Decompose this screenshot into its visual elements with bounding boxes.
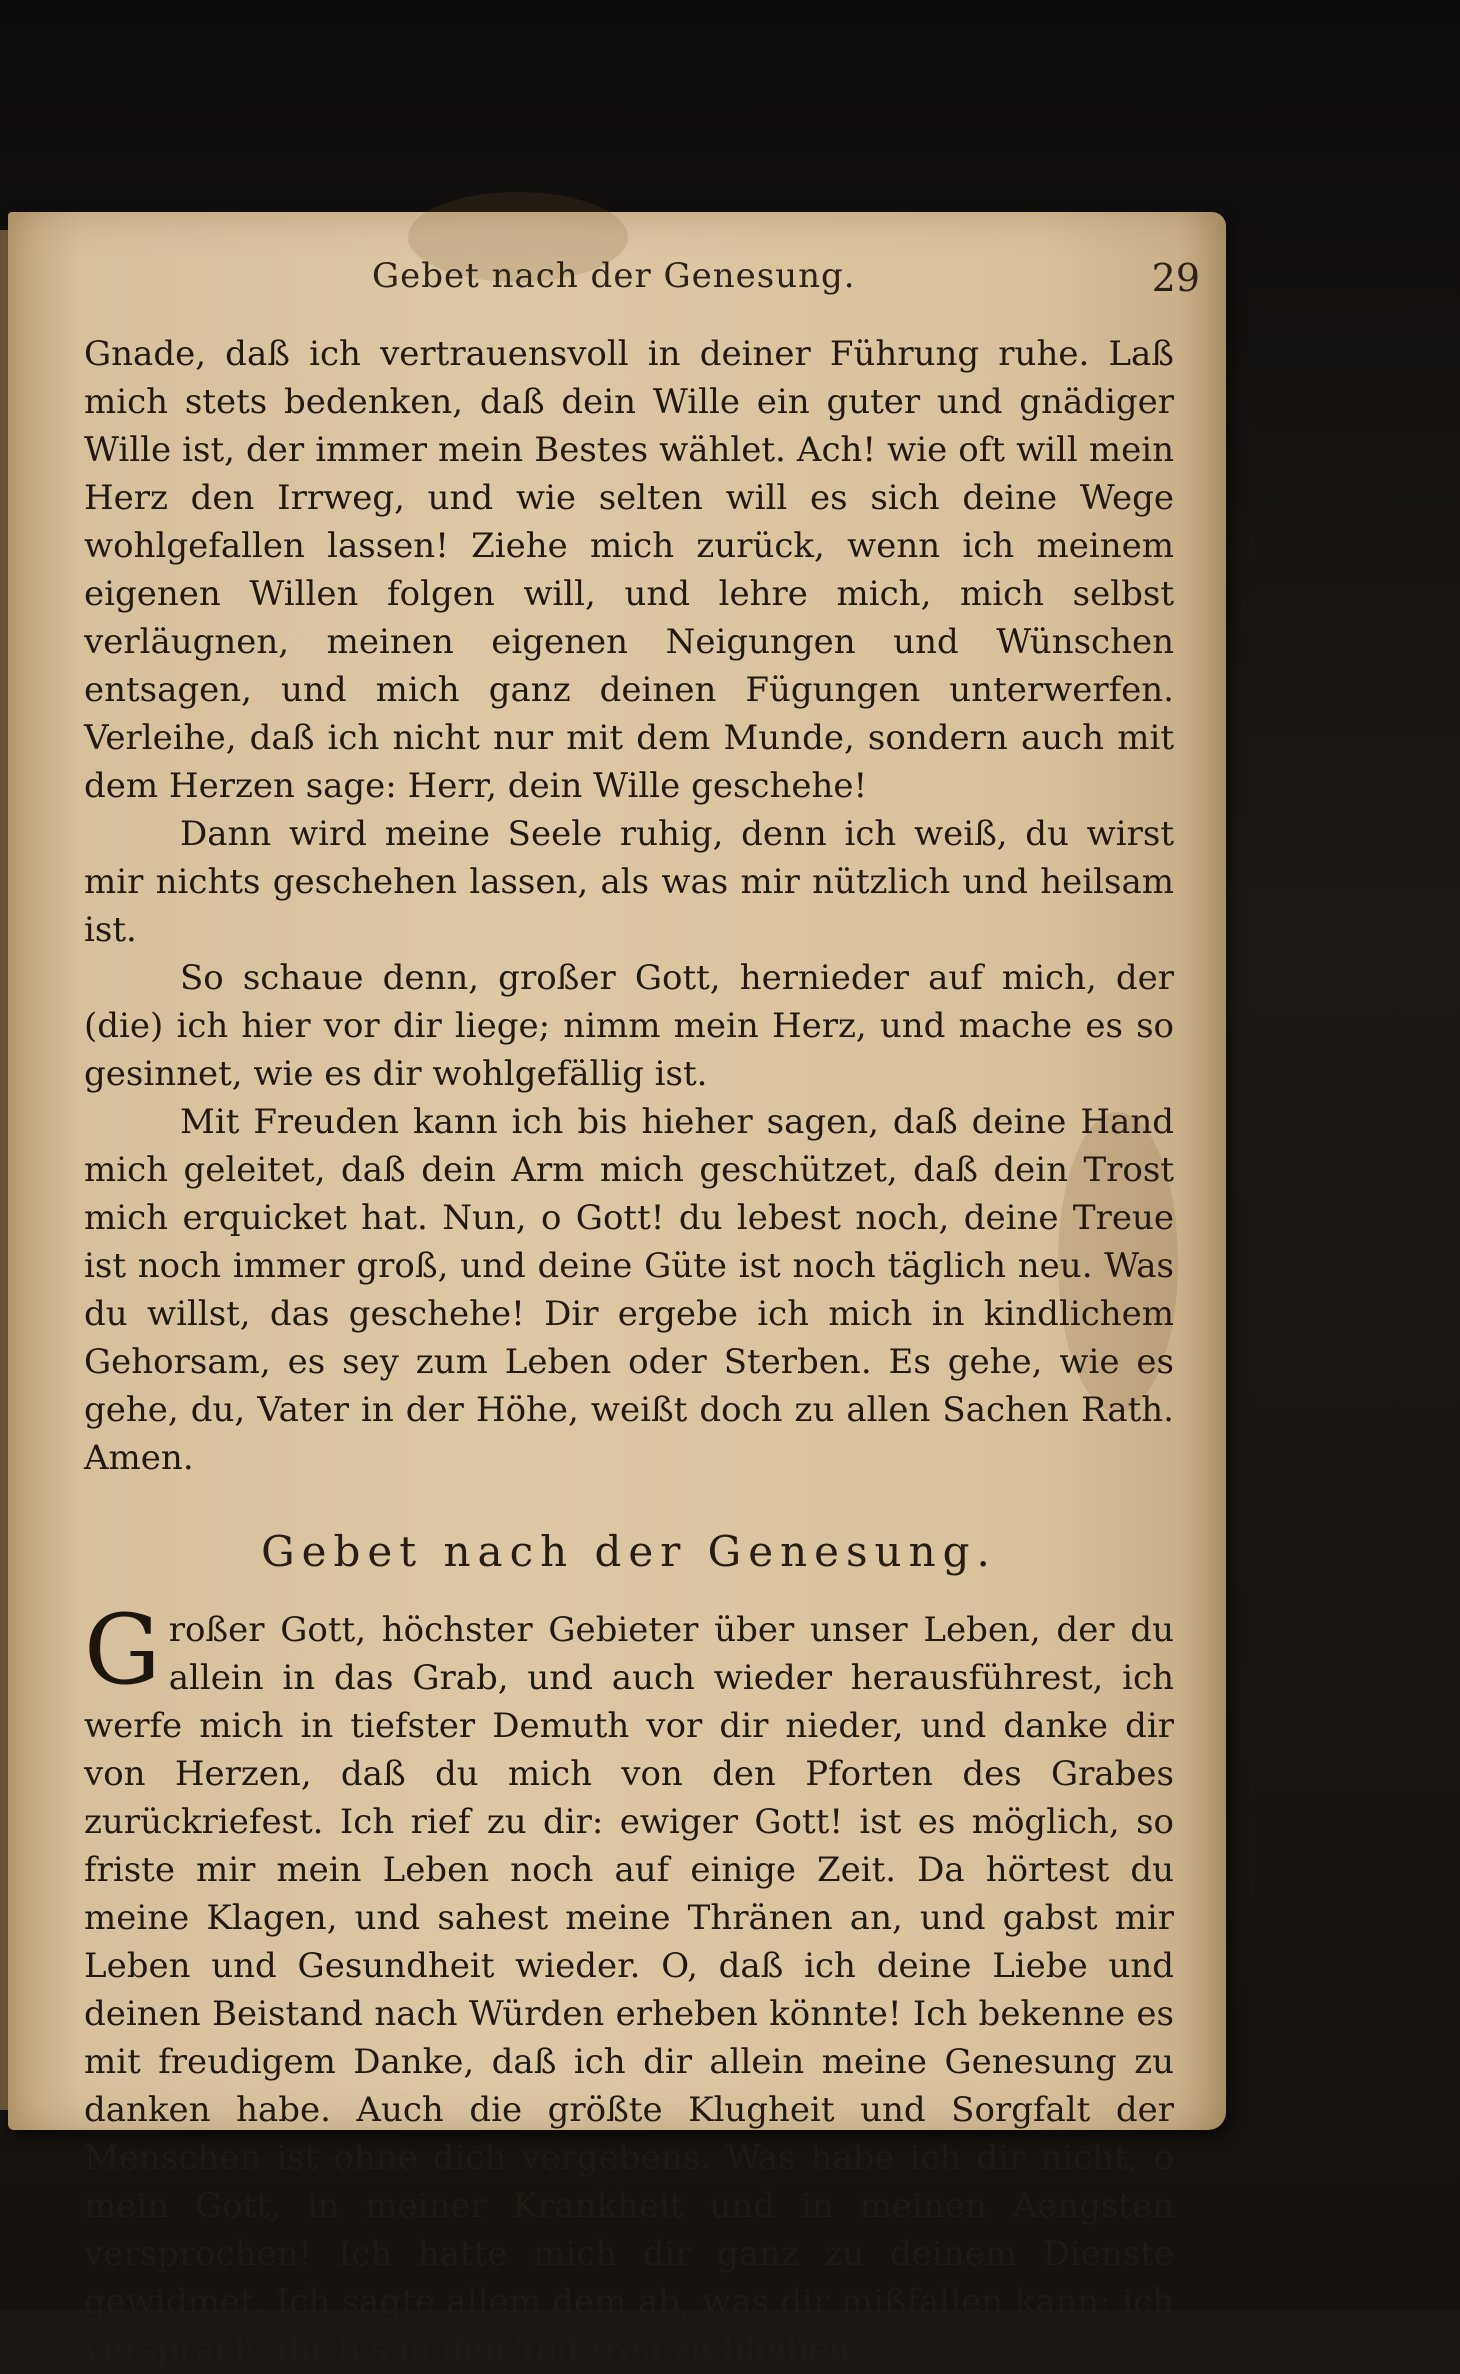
second-prayer-paragraph: [84, 1594, 1174, 2374]
second-prayer-text: roßer Gott, höchster Gebieter über unser Leben, der du allein in das Grab, und auch wieder herausführest, ich werfe mich in tiefster Demuth vor dir nieder, und danke dir von Herzen, daß du mich von den Pforten des Grabes zurückriefest. Ich rief zu dir: ewiger Gott! ist es möglich, so friste mir mein Leben noch auf einige Zeit. Da hörtest du meine Klagen, und sahest meine Thränen an, und gabst mir Leben und Gesundheit wieder. O, daß ich deine Liebe und deinen Beistand nach Würden erheben könnte! Ich bekenne es mit freudigem Danke, daß ich dir allein meine Genesung zu danken habe. Auch die größte Klugheit und Sorgfalt der Menschen ist ohne dich vergebens. Was habe ich dir nicht, o mein Gott, in meiner Krankheit und in meinen Aengsten versprochen! Ich hatte mich dir ganz zu deinem Dienste gewidmet. Ich sagte allem dem ab, was dir mißfallen kann; ich versprach, dir bis in den Tod treu zu bleiben.: [84, 1610, 1174, 2370]
drop-cap: G: [84, 1594, 161, 1706]
page-header: [372, 256, 1200, 300]
running-head: Gebet nach der Genesung.: [372, 256, 856, 296]
prayer-paragraph: Mit Freuden kann ich bis hieher sagen, daß deine Hand mich geleitet, daß dein Arm mich geschützet, daß dein Trost mich erquicket hat. Nun, o Gott! du lebest noch, deine Treue ist noch immer groß, und deine Güte ist noch täglich neu. Was du willst, das geschehe! Dir ergebe ich mich in kindlichem Gehorsam, es sey zum Leben oder Sterben. Es gehe, wie es gehe, du, Vater in der Höhe, weißt doch zu allen Sachen Rath. Amen.: [84, 1102, 1174, 1478]
prayer-paragraph: So schaue denn, großer Gott, hernieder auf mich, der (die) ich hier vor dir liege; nimm mein Herz, und mache es so gesinnet, wie es dir wohlgefällig ist.: [84, 958, 1174, 1094]
page-body: [84, 330, 1174, 2374]
page-number: 29: [1151, 256, 1200, 300]
section-heading: Gebet nach der Genesung.: [261, 1527, 997, 1576]
prayer-paragraph: Gnade, daß ich vertrauensvoll in deiner Führung ruhe. Laß mich stets bedenken, daß dein Wille ein guter und gnädiger Wille ist, der immer mein Bestes wählet. Ach! wie oft will mein Herz den Irrweg, und wie selten will es sich deine Wege wohlgefallen lassen! Ziehe mich zurück, wenn ich meinem eigenen Willen folgen will, und lehre mich, mich selbst verläugnen, meinen eigenen Neigungen und Wünschen entsagen, und mich ganz deinen Fügungen unterwerfen. Verleihe, daß ich nicht nur mit dem Munde, sondern auch mit dem Herzen sage: Herr, dein Wille geschehe!: [84, 334, 1174, 806]
prayer-paragraph: Dann wird meine Seele ruhig, denn ich weiß, du wirst mir nichts geschehen lassen, als was mir nützlich und heilsam ist.: [84, 814, 1174, 950]
